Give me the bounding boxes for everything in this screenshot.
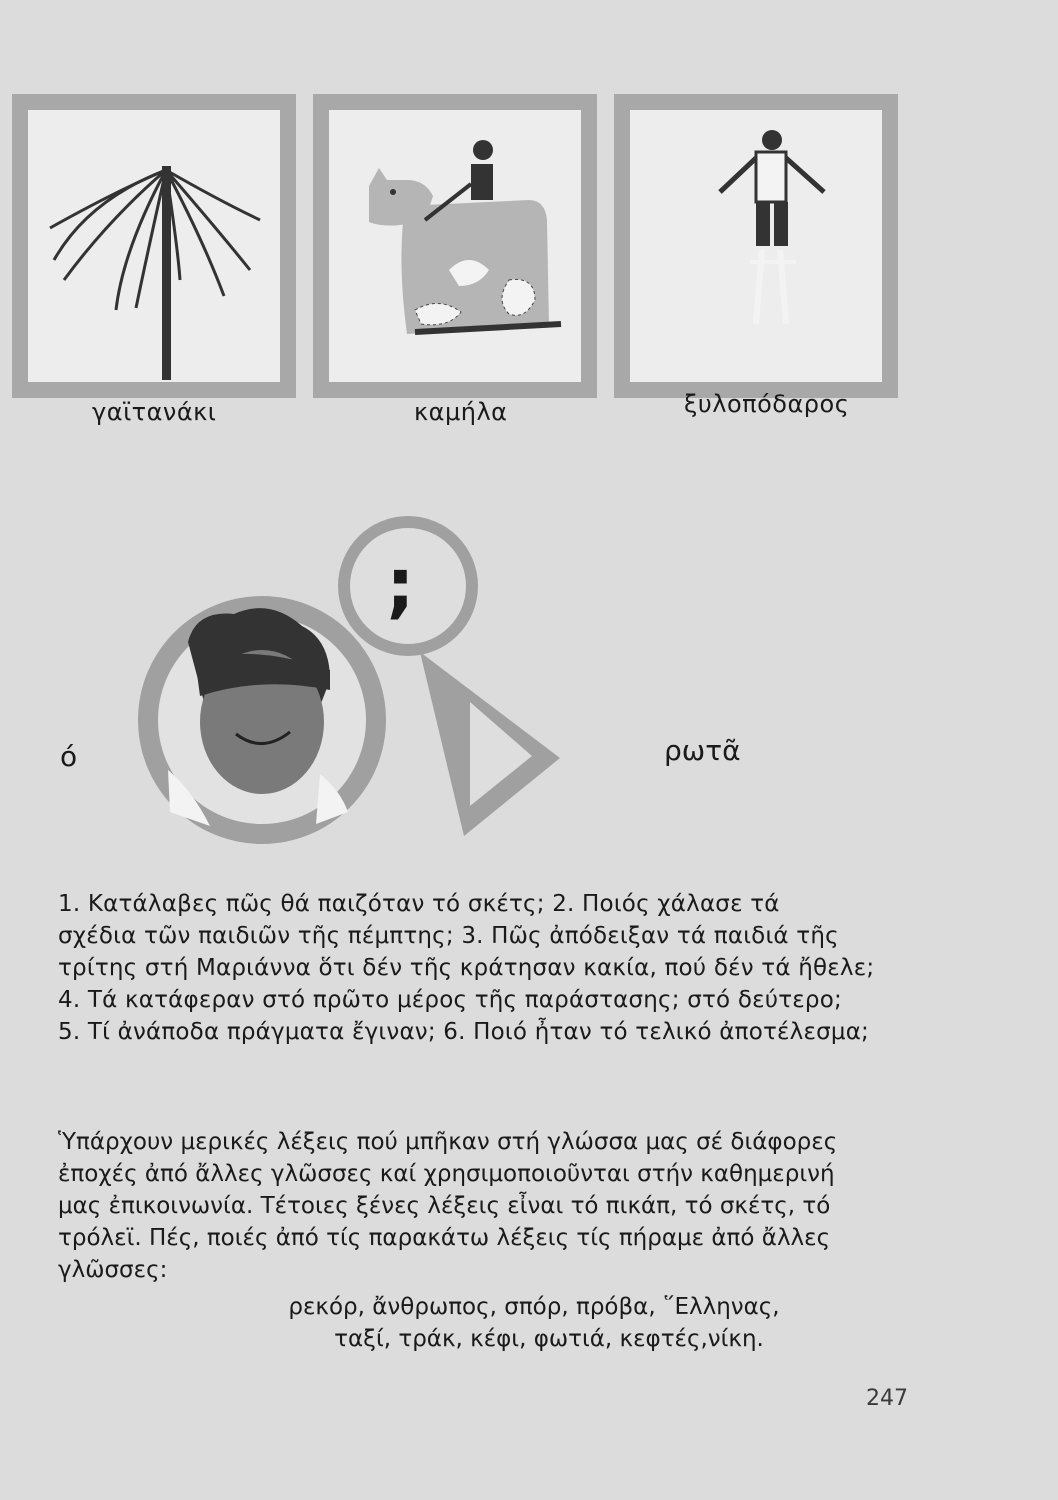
comprehension-questions — [58, 888, 894, 1048]
label-right: ρωτᾶ — [664, 734, 741, 767]
question-line: 1. Κατάλαβες πῶς θά παιζόταν τό σκέτς; 2. Ποιός χάλασε τά — [58, 891, 780, 917]
word-list-line-1: ρεκόρ, ἄνθρωπος, σπόρ, πρόβα, ῞Ελληνας, — [288, 1294, 780, 1320]
label-left: ό — [60, 740, 78, 773]
word-list-line-2: ταξί, τράκ, κέφι, φωτιά, κεφτές,νίκη. — [334, 1326, 764, 1352]
question-line: σχέδια τῶν παιδιῶν τῆς πέμπτης; 3. Πῶς ἀπόδειξαν τά παιδιά τῆς — [58, 923, 839, 949]
caption-maypole: γαϊτανάκι — [92, 398, 217, 426]
paragraph-line: τρόλεϊ. Πές, ποιές ἀπό τίς παρακάτω λέξεις τίς πήραμε ἀπό ἄλλες — [58, 1225, 831, 1251]
page-number: 247 — [866, 1386, 908, 1411]
paragraph-line: μας ἐπικοινωνία. Τέτοιες ξένες λέξεις εἶναι τό πικάπ, τό σκέτς, τό — [58, 1193, 831, 1219]
question-line: 5. Τί ἀνάποδα πράγματα ἔγιναν; 6. Ποιό ἦταν τό τελικό ἀποτέλεσμα; — [58, 1019, 870, 1045]
caption-camel: καμήλα — [414, 398, 508, 426]
paragraph-line: Ὑπάρχουν μερικές λέξεις πού μπῆκαν στή γλώσσα μας σέ διάφορες — [58, 1129, 838, 1155]
paragraph-line: γλῶσσες: — [58, 1257, 168, 1283]
paragraph-line: ἐποχές ἀπό ἄλλες γλῶσσες καί χρησιμοποιοῦνται στήν καθημερινή — [58, 1161, 835, 1187]
bubble-question-mark: ; — [386, 542, 415, 626]
question-line: 4. Τά κατάφεραν στό πρῶτο μέρος τῆς παράστασης; στό δεύτερο; — [58, 987, 842, 1013]
question-line: τρίτης στή Μαριάννα ὅτι δέν τῆς κράτησαν κακία, πού δέν τά ἤθελε; — [58, 955, 875, 981]
loanwords-paragraph — [58, 1126, 898, 1286]
caption-stilt-walker: ξυλοπόδαρος — [684, 390, 850, 418]
